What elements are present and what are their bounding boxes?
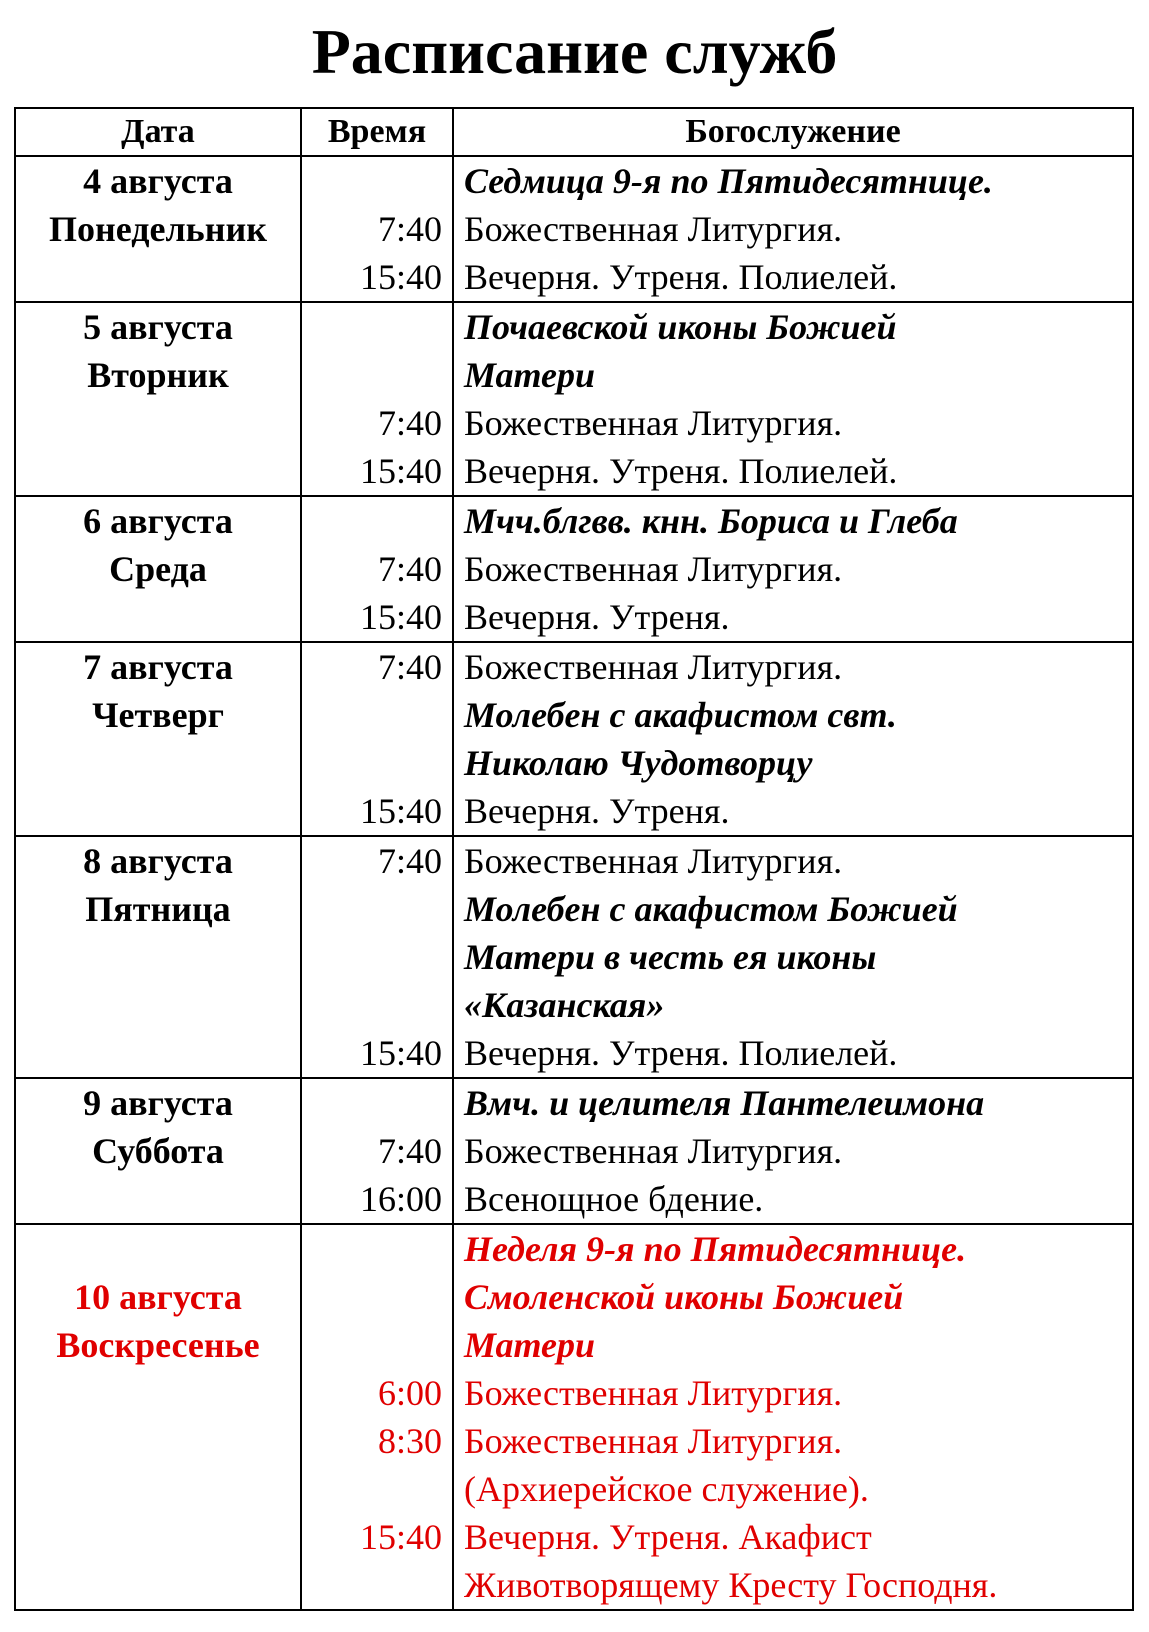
time-cell [301,496,453,642]
service-name: Животворящему Кресту Господня. [464,1565,998,1605]
service-time [302,981,442,1029]
day-date: 10 августа [74,1277,242,1317]
service-cell [453,302,1133,496]
service-feast: Мчч.блгвв. кнн. Бориса и Глеба [464,501,958,541]
service-time [302,303,442,351]
service-name: (Архиерейское служение). [464,1469,869,1509]
page-title: Расписание служб [311,16,838,87]
day-weekday: Воскресенье [56,1325,260,1365]
time-cell [301,1224,453,1610]
day-weekday: Пятница [85,889,231,929]
date-cell [15,156,301,302]
service-cell [453,836,1133,1078]
day-date: 4 августа [83,161,233,201]
service-feast: «Казанская» [464,985,665,1025]
service-name: Божественная Литургия. [464,647,843,687]
service-name: Всенощное бдение. [464,1179,764,1219]
service-feast: Матери [464,355,596,395]
service-feast: Почаевской иконы Божией [464,307,897,347]
service-time [302,933,442,981]
service-time: 8:30 [377,1421,442,1461]
date-cell [15,1224,301,1610]
day-row [15,836,1133,1078]
service-name: Вечерня. Утреня. [464,597,730,637]
service-time: 15:40 [359,257,442,297]
day-date: 9 августа [83,1083,233,1123]
service-time [302,497,442,545]
header-service: Богослужение [453,108,1133,156]
service-feast: Молебен с акафистом свт. [464,695,897,735]
service-name: Божественная Литургия. [464,1421,843,1461]
date-cell [15,496,301,642]
service-name: Божественная Литургия. [464,549,843,589]
date-cell [15,642,301,836]
day-date: 6 августа [83,501,233,541]
service-time: 7:40 [377,1131,442,1171]
day-row [15,496,1133,642]
service-time: 7:40 [377,403,442,443]
service-feast: Молебен с акафистом Божией [464,889,958,929]
schedule-table [14,107,1134,1611]
service-time: 16:00 [359,1179,442,1219]
day-row [15,642,1133,836]
service-name: Вечерня. Утреня. Полиелей. [464,451,898,491]
service-time [302,691,442,739]
service-time: 7:40 [377,647,442,687]
day-row [15,1224,1133,1610]
day-weekday: Четверг [92,695,224,735]
time-cell [301,836,453,1078]
day-weekday: Суббота [92,1131,224,1171]
service-time [302,1273,442,1321]
service-name: Божественная Литургия. [464,1131,843,1171]
service-time [302,739,442,787]
service-feast: Матери [464,1325,596,1365]
time-cell [301,1078,453,1224]
spacer [16,1225,300,1273]
service-name: Вечерня. Утреня. Полиелей. [464,257,898,297]
service-name: Божественная Литургия. [464,403,843,443]
service-cell [453,1078,1133,1224]
header-row [15,108,1133,156]
service-cell [453,1224,1133,1610]
header-date: Дата [15,108,301,156]
service-time [302,1079,442,1127]
day-weekday: Понедельник [49,209,267,249]
day-date: 5 августа [83,307,233,347]
service-feast: Седмица 9-я по Пятидесятнице. [464,161,993,201]
service-cell [453,496,1133,642]
header-time: Время [301,108,453,156]
service-time [302,1225,442,1273]
day-row [15,302,1133,496]
service-feast: Смоленской иконы Божией [464,1277,904,1317]
service-cell [453,642,1133,836]
service-time [302,1561,442,1609]
service-time [302,157,442,205]
service-time: 15:40 [359,451,442,491]
time-cell [301,642,453,836]
service-name: Божественная Литургия. [464,841,843,881]
day-row [15,156,1133,302]
day-row [15,1078,1133,1224]
day-weekday: Вторник [87,355,229,395]
service-feast: Вмч. и целителя Пантелеимона [464,1083,985,1123]
service-time: 15:40 [359,791,442,831]
service-time: 7:40 [377,549,442,589]
schedule-body [15,156,1133,1610]
date-cell [15,836,301,1078]
date-cell [15,1078,301,1224]
service-name: Вечерня. Утреня. Полиелей. [464,1033,898,1073]
service-time: 15:40 [359,1033,442,1073]
service-time: 7:40 [377,841,442,881]
service-name: Божественная Литургия. [464,209,843,249]
service-time [302,885,442,933]
day-date: 7 августа [83,647,233,687]
service-feast: Николаю Чудотворцу [464,743,813,783]
service-time: 15:40 [359,597,442,637]
time-cell [301,302,453,496]
date-cell [15,302,301,496]
service-time: 7:40 [377,209,442,249]
time-cell [301,156,453,302]
service-cell [453,156,1133,302]
day-weekday: Среда [109,549,207,589]
service-time: 6:00 [377,1373,442,1413]
service-feast: Неделя 9-я по Пятидесятнице. [464,1229,967,1269]
service-time [302,1465,442,1513]
service-name: Божественная Литургия. [464,1373,843,1413]
service-time [302,1321,442,1369]
service-name: Вечерня. Утреня. Акафист [464,1517,872,1557]
day-date: 8 августа [83,841,233,881]
service-feast: Матери в честь ея иконы [464,937,877,977]
service-name: Вечерня. Утреня. [464,791,730,831]
service-time: 15:40 [359,1517,442,1557]
service-time [302,351,442,399]
